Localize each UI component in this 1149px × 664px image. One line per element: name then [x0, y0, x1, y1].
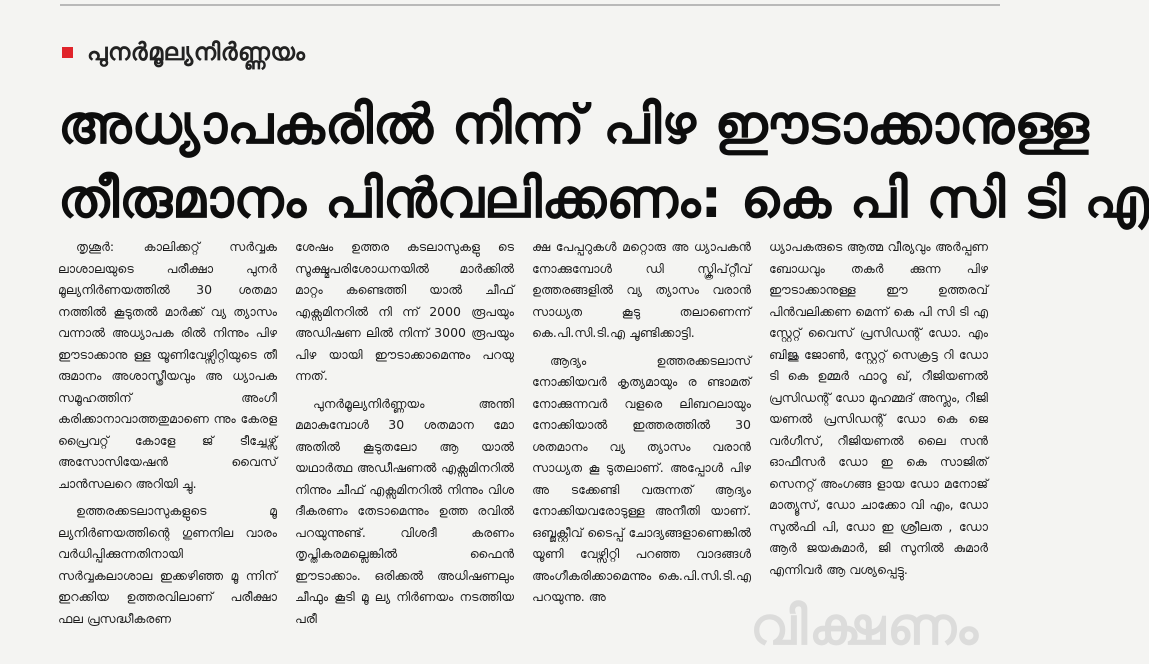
- publication-watermark: വിക്ഷണം: [750, 597, 980, 657]
- paragraph: ഉത്തരക്കടലാസുകളുടെ മൂ ല്യനിർണയത്തിന്റെ ഗുണനില വാരം വർധിപ്പിക്കുന്നതിനായി സർവ്വകലാശാല ഇക്കഴിഞ്ഞ മൂ ന്നിന് ഇറക്കിയ ഉത്തരവിലാണ് പരീക്ഷാ ഫല പ്രസദ്ധീകരണ: [58, 503, 277, 626]
- red-square-bullet-icon: [62, 47, 73, 58]
- paragraph: ധ്യാപകരുടെ ആത്മ വീര്യവും അർപ്പണ ബോധവും തകർ ക്കുന്ന പിഴ ഈടാക്കാനുള്ള ഈ ഉത്തരവ് പിൻവലിക്കണ മെന്ന് കെ പി സി ടി എ സ്റ്റേറ്റ് വൈസ് പ്രസിഡന്റ് ഡോ. എം ബിജു ജോൺ, സ്റ്റേറ്റ് സെക്രട്ട റി ഡോ ടി കെ ഉമ്മർ ഫാറൂ ഖ്, റീജിയണൽ പ്രസിഡന്റ് ഡോ മുഹമ്മദ് അസ്ലം, റീജി യണൽ പ്രസിഡന്റ് ഡോ കെ ജെ വർഗീസ്, റീജിയണൽ ലൈ സൻ ഓഫീസർ ഡോ ഇ കെ സാജിത് സെനറ്റ് അംഗങ്ങ ളായ ഡോ മനോജ് മാത്യൂസ്, ഡോ ചാക്കോ വി എം, ഡോ സുൽഫി പി, ഡോ ഇ ശ്രീലത , ഡോ ആർ ജയകുമാർ, ജി സുനിൽ കുമാർ എന്നിവർ ആ വശ്യപ്പെട്ടു.: [769, 239, 988, 577]
- paragraph: ആദ്യം ഉത്തരക്കടലാസ് നോക്കിയവർ കൃത്യമായും ര ണ്ടാമത് നോക്കുന്നവർ വളരെ ലിബറലായും നോക്കിയാൽ ഇത്തരത്തിൽ 30 ശതമാനം വ്യ ത്യാസം വരാൻ സാധ്യത കൂ ടുതലാണ്. അപ്പോൾ പിഴ അ ടക്കേണ്ടി വരുന്നത് ആദ്യം നോക്കിയവരോടുള്ള അനീതി യാണ്. ഒബ്ജക്റ്റീവ് ടൈപ്പ് ചോദ്യങ്ങളാണെങ്കിൽ യൂണി വേഴ്സിറ്റി പറഞ്ഞ വാദങ്ങൾ അംഗീകരിക്കാമെന്നും കെ.പി.സി.ടി.എ പറയുന്നു. അ: [532, 352, 751, 604]
- paragraph: ക്ഷ പേപ്പറുകൾ മറ്റൊരു അ ധ്യാപകൻ നോക്കുമ്പോൾ ഡി സ്ക്രിപ്റ്റീവ് ഉത്തരങ്ങളിൽ വ്യ ത്യാസം വരാൻ സാധ്യത കൂടു തലാണെന്ന് കെ.പി.സി.ടി.എ ചൂണ്ടിക്കാട്ടി.: [532, 239, 751, 340]
- headline: [58, 88, 1149, 236]
- section-kicker: [62, 38, 305, 66]
- paragraph: തൃശൂർ: കാലിക്കറ്റ് സർവ്വക ലാശാലയുടെ പരീക്ഷാ പുനർ മൂല്യനിർണയത്തിൽ 30 ശതമാ നത്തിൽ കൂടുതൽ മാർക്ക് വ്യ ത്യാസം വന്നാൽ അധ്യാപക രിൽ നിന്നും പിഴ ഈടാക്കാനു ള്ള യൂണിവേഴ്സിറ്റിയുടെ തീ രുമാനം അശാസ്ത്രീയവും അ ധ്യാപക സമൂഹത്തിന് അംഗീ കരിക്കാനാവാത്തതുമാണെ ന്നും കേരള പ്രൈവറ്റ് കോളേ ജ് ടീച്ചേഴ്സ് അസോസിയേഷൻ വൈസ് ചാൻസലറെ അറിയി ച്ചു.: [58, 239, 277, 491]
- article-column-2: [295, 236, 514, 656]
- paragraph: ശേഷം ഉത്തര കടലാസുകളു ടെ സൂക്ഷ്മപരിശോധനയിൽ മാർക്കിൽ മാറ്റം കണ്ടെത്തി യാൽ ചീഫ് എക്സമിനറിൽ നി ന്ന് 2000 രൂപയും അഡിഷണ ലിൽ നിന്ന് 3000 രൂപയും പിഴ യായി ഈടാക്കാമെന്നും പറയു ന്നത്.: [295, 239, 514, 383]
- paragraph: പുനർമൂല്യനിർണ്ണയം അന്തി മമാകുമ്പോൾ 30 ശതമാന മോ അതിൽ കൂടുതലോ ആ യാൽ യഥാർത്ഥ അഡീഷണൽ എക്സമിനറിൽ നിന്നും ചീഫ് എക്സമിനറിൽ നിന്നും വിശ ദീകരണം തേടാമെന്നും ഉത്ത രവിൽ പറയുന്നുണ്ട്. വിശദീ കരണം തൃപ്തികരമല്ലെങ്കിൽ ഫൈൻ ഈടാക്കാം. ഒരിക്കൽ അധിഷണലും ചീഫും കൂടി മൂ ല്യ നിർണയം നടത്തിയ പരീ: [295, 395, 514, 626]
- article-body: [58, 236, 988, 656]
- headline-line-2: തീരുമാനം പിൻവലിക്കണം: കെ പി സി ടി എ: [58, 167, 1149, 230]
- article-column-4: [769, 236, 988, 656]
- section-label: പുനർമൂല്യനിർണ്ണയം: [87, 38, 306, 66]
- top-rule: [60, 4, 1000, 6]
- headline-line-1: അധ്യാപകരിൽ നിന്ന് പിഴ ഈടാക്കാനുള്ള: [58, 93, 1089, 156]
- article-column-3: [532, 236, 751, 656]
- article-column-1: [58, 236, 277, 656]
